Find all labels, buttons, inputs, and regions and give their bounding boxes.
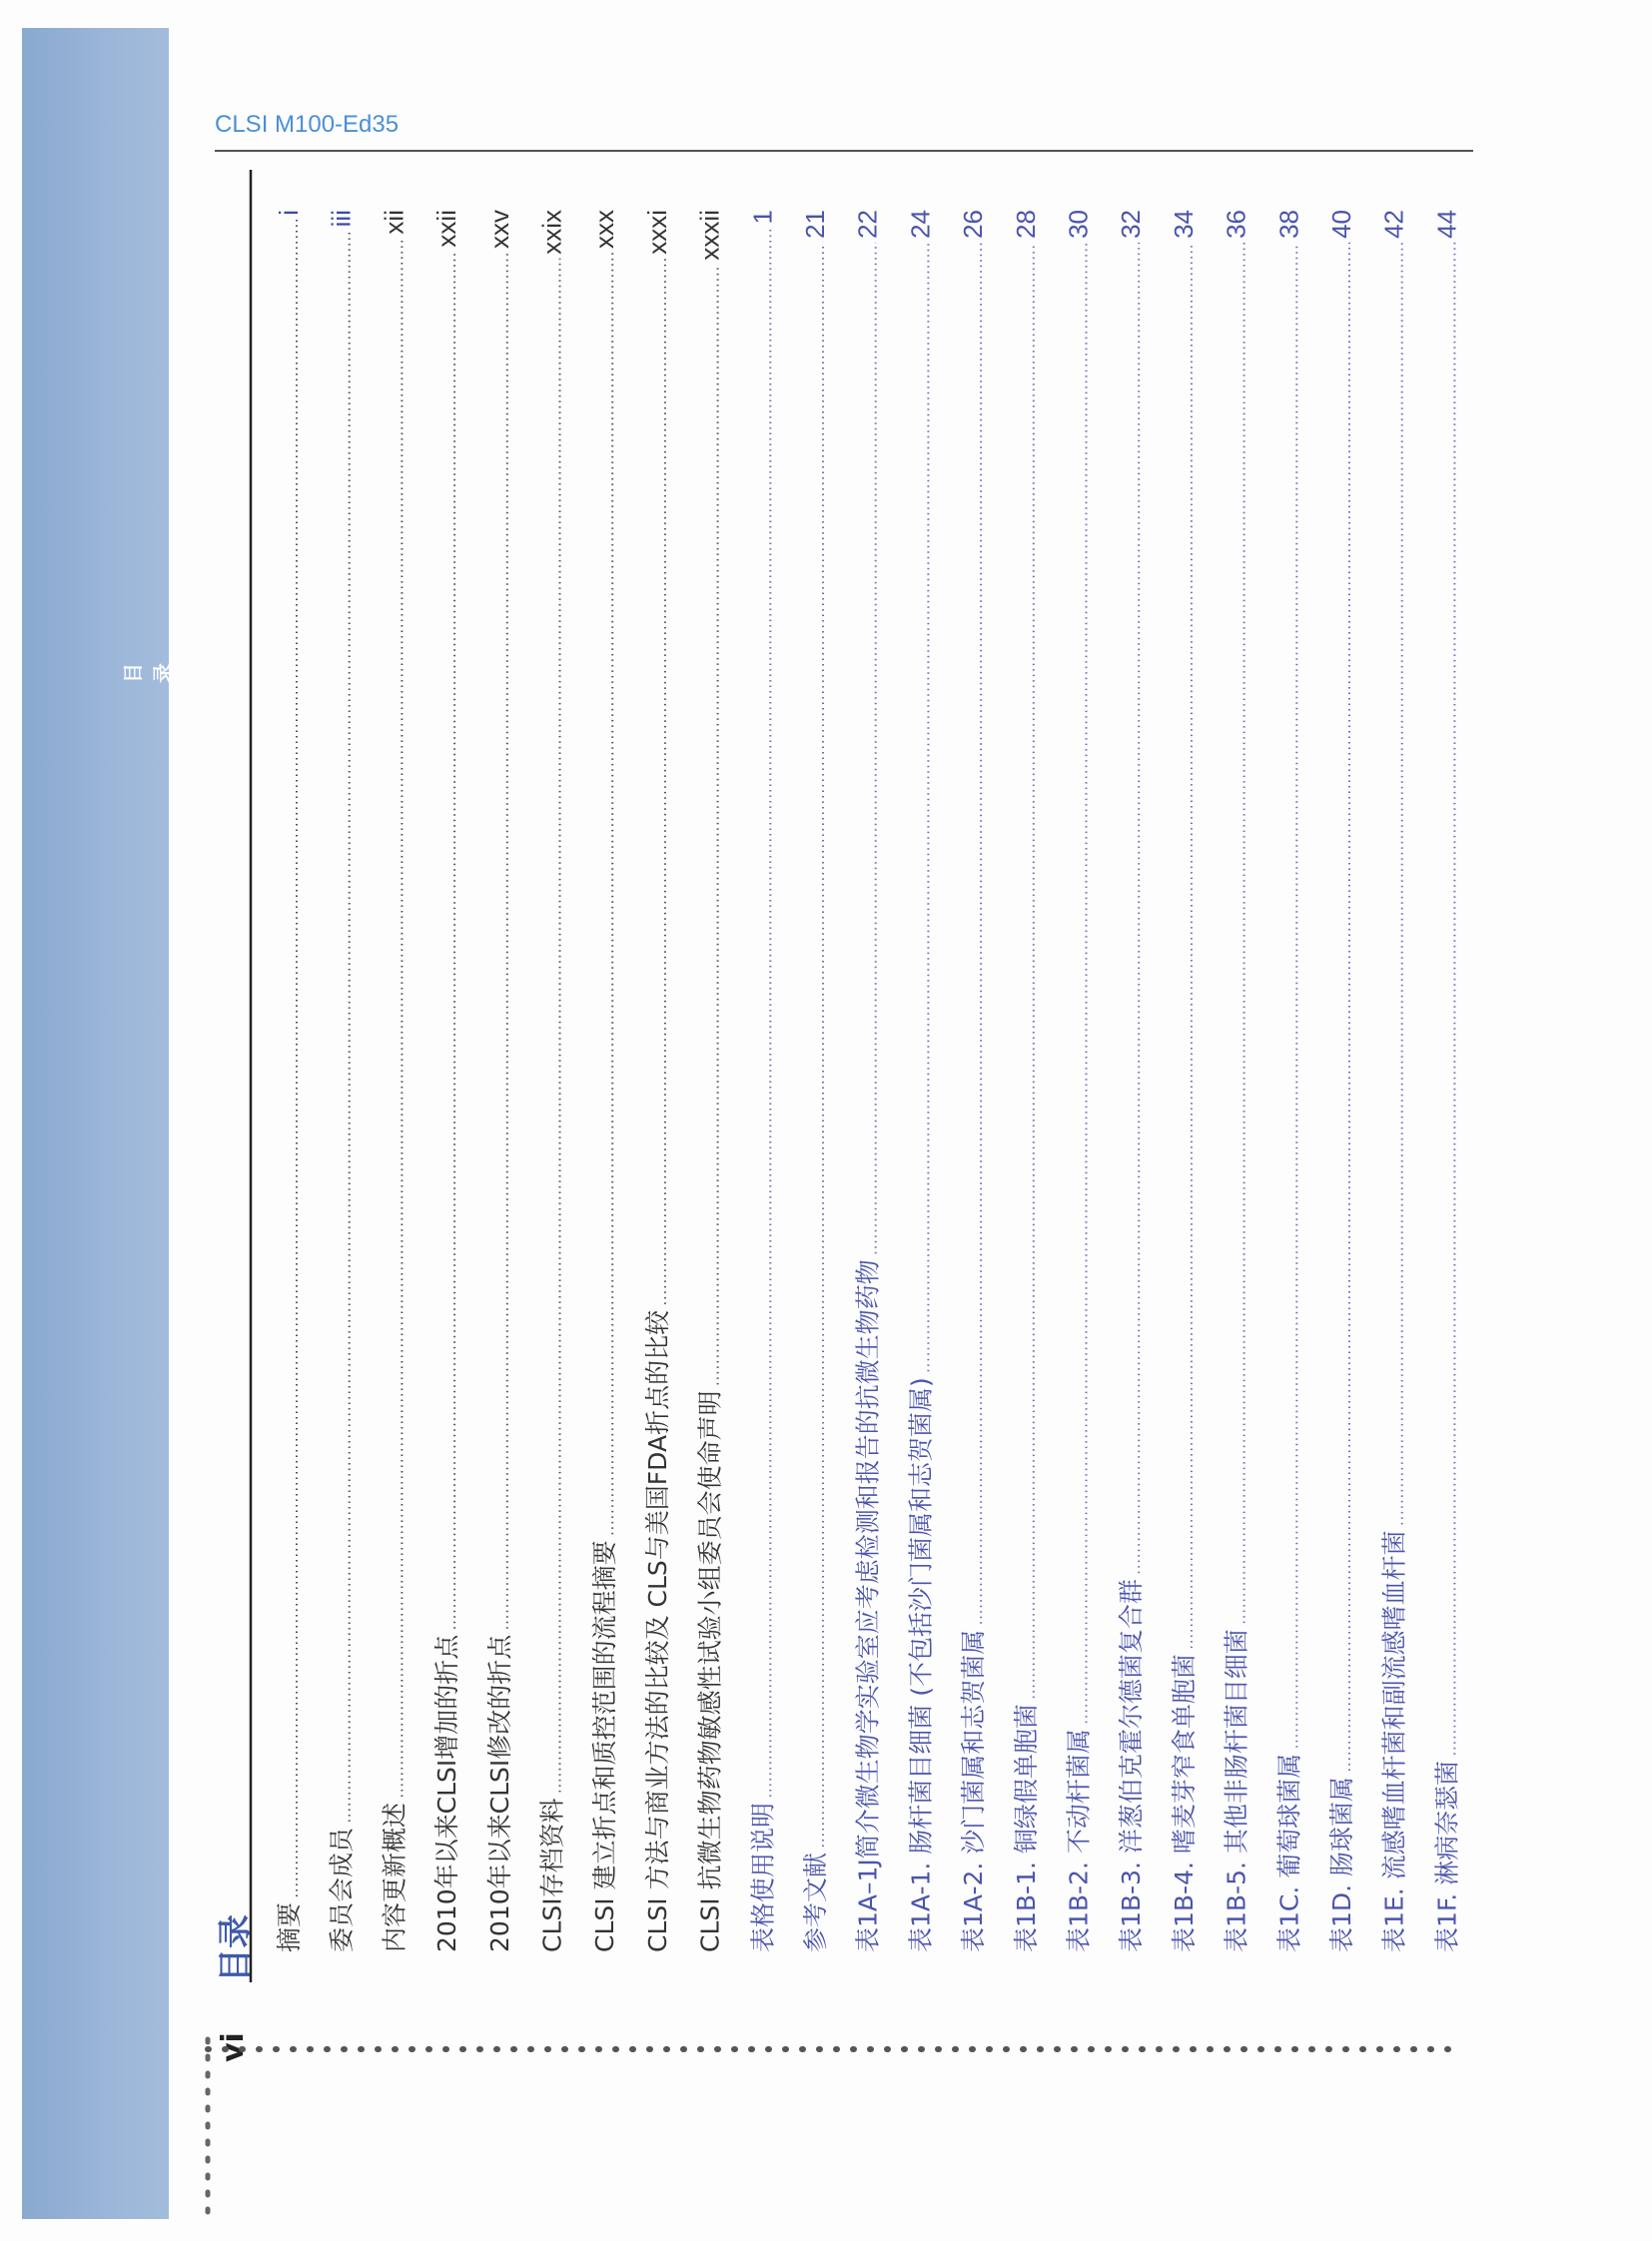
toc-entry-label: 表1A-2. 沙门菌属和志贺菌属 (959, 1629, 989, 1952)
toc-entry-label: 委员会成员 (327, 1827, 357, 1952)
toc-entry-page: 28 (1010, 210, 1041, 239)
toc-entry-label: 参考文献 (801, 1852, 830, 1952)
toc-entry-page: 38 (1273, 210, 1304, 239)
toc-entry-page: 40 (1326, 210, 1356, 239)
toc-title: 目录 (216, 1914, 256, 1982)
toc-entry-page: xxii (431, 210, 462, 248)
toc-entry-page: xxv (483, 210, 514, 249)
toc-entry[interactable] (800, 210, 830, 1952)
toc-entry-page: xii (379, 210, 410, 235)
toc-entry-label: 表1B-2. 不动杆菌属 (1064, 1729, 1094, 1952)
toc-entry[interactable] (1064, 210, 1094, 1952)
sidebar-tab-label: 目录 (121, 661, 175, 683)
toc-entry-page: 36 (1221, 210, 1251, 239)
toc-entry-label: 2010年以来CLSI修改的折点 (484, 1634, 514, 1952)
toc-entry[interactable] (1222, 210, 1251, 1952)
toc-entry-page: 44 (1431, 210, 1462, 239)
toc-entry-label: CLSI 方法与商业方法的比较及 CLS与美国FDA折点的比较 (642, 1309, 672, 1952)
toc-entry-page: 34 (1168, 210, 1199, 239)
toc-entry-label: 表1E. 流感嗜血杆菌和副流感嗜血杆菌 (1379, 1530, 1409, 1952)
page-number: vi (216, 2032, 251, 2062)
toc-entry-label: 表1F. 淋病奈瑟菌 (1432, 1760, 1462, 1952)
toc-entry-page: iii (326, 210, 357, 228)
toc-entries (274, 210, 1461, 1952)
toc-entry-label: CLSI存档资料 (537, 1798, 567, 1952)
toc-entry[interactable] (589, 210, 619, 1952)
toc-entry-page: xxxii (694, 210, 725, 261)
toc-entry[interactable] (1116, 210, 1146, 1952)
toc-entry-page: xxxi (641, 210, 672, 255)
toc-entry-label: CLSI 抗微生物药物敏感性试验小组委员会使命声明 (695, 1390, 725, 1952)
toc-entry[interactable] (1011, 210, 1041, 1952)
toc-entry[interactable] (695, 210, 725, 1952)
toc-entry-label: 表1A–1J简介微生物学实验室应考虑检测和报告的抗微生物药物 (853, 1259, 883, 1952)
toc-entry-label: 表1C. 葡萄球菌属 (1274, 1753, 1304, 1952)
toc-entry-label: 2010年以来CLSI增加的折点 (432, 1634, 462, 1952)
toc-entry[interactable] (1379, 210, 1409, 1952)
toc-entry-page: 22 (852, 210, 883, 239)
toc-entry-page: 26 (958, 210, 989, 239)
toc-entry[interactable] (905, 210, 935, 1952)
toc-entry-page: 42 (1378, 210, 1409, 239)
toc-entry[interactable] (958, 210, 988, 1952)
toc-entry[interactable] (1326, 210, 1356, 1952)
toc-entry[interactable] (642, 210, 672, 1952)
toc-entry[interactable] (1169, 210, 1199, 1952)
toc-entry[interactable] (379, 210, 409, 1952)
toc-entry-page: 21 (800, 210, 830, 239)
toc-entry[interactable] (431, 210, 461, 1952)
toc-entry[interactable] (1431, 210, 1461, 1952)
toc-entry-page: 24 (905, 210, 936, 239)
toc-entry-label: CLSI 建立折点和质控范围的流程摘要 (590, 1540, 620, 1952)
toc-entry-page: xxix (536, 210, 567, 255)
toc-entry-label: 表1D. 肠球菌属 (1327, 1776, 1356, 1952)
toc-entry-label: 表1A-1. 肠杆菌目细菌 (不包括沙门菌属和志贺菌属) (906, 1377, 936, 1952)
document-code: CLSI M100-Ed35 (215, 111, 400, 138)
toc-entry-label: 表1B-1. 铜绿假单胞菌 (1011, 1704, 1041, 1952)
toc-entry-label: 内容更新概述 (380, 1802, 410, 1952)
toc-entry-label: 表1B-5. 其他非肠杆菌目细菌 (1222, 1629, 1251, 1952)
toc-entry-page: 32 (1116, 210, 1147, 239)
toc-entry[interactable] (484, 210, 514, 1952)
toc-entry-label: 摘要 (275, 1901, 304, 1952)
toc-entry-page: 1 (747, 210, 778, 225)
toc-entry-label: 表格使用说明 (748, 1802, 778, 1952)
toc-entry[interactable] (274, 210, 304, 1952)
toc-entry[interactable] (747, 210, 777, 1952)
toc-entry-page: i (274, 210, 304, 216)
toc-entry-page: 30 (1063, 210, 1094, 239)
toc-entry[interactable] (327, 210, 357, 1952)
toc-entry-page: xxx (589, 210, 620, 249)
toc-entry-label: 表1B-4. 嗜麦芽窄食单胞菌 (1169, 1654, 1199, 1952)
toc-entry[interactable] (1273, 210, 1303, 1952)
toc-entry[interactable] (853, 210, 883, 1952)
toc-entry-label: 表1B-3. 洋葱伯克霍尔德菌复合群 (1117, 1579, 1147, 1952)
toc-entry[interactable] (537, 210, 567, 1952)
